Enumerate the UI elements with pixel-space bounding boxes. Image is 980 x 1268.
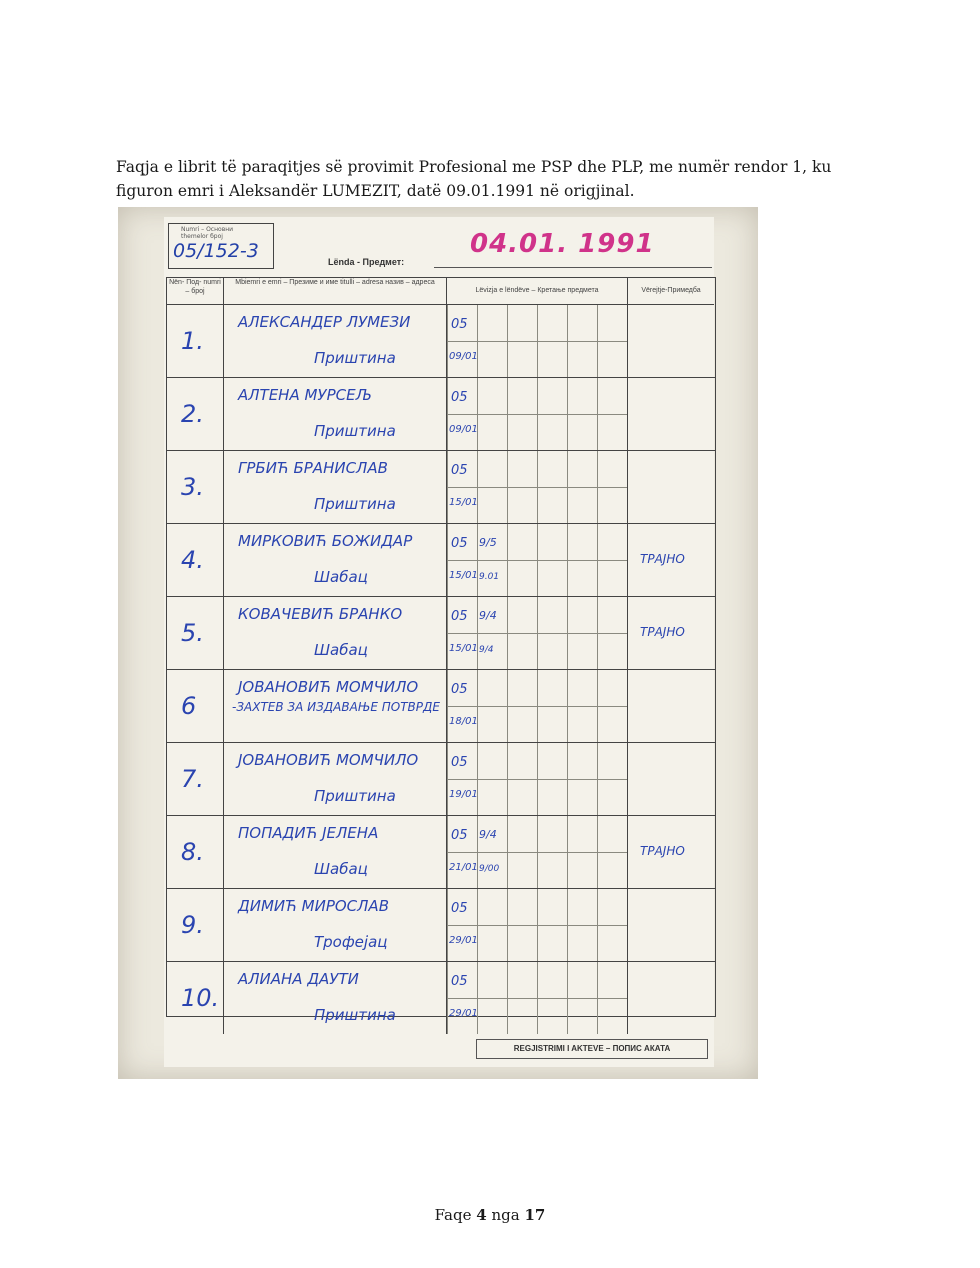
page-total: 17	[524, 1206, 546, 1224]
row-name: КОВАЧЕВИЋ БРАНКО	[238, 605, 403, 623]
row-place: Приштина	[314, 1006, 396, 1024]
handwritten-date: 04.01. 1991	[470, 229, 655, 259]
row-date: 29/01	[449, 1008, 478, 1019]
row-number: 3.	[181, 473, 204, 501]
table-row	[167, 816, 715, 889]
row-date-2: 9.01	[479, 572, 500, 582]
subject-label: Lënda - Предмет:	[328, 257, 405, 267]
row-place: Приштина	[314, 422, 396, 440]
row-date: 09/01	[449, 351, 478, 362]
row-date: 18/01	[449, 716, 478, 727]
row-name: ДИМИЋ МИРОСЛАВ	[238, 897, 389, 915]
table-row	[167, 305, 715, 378]
table-row	[167, 743, 715, 816]
row-date: 29/01	[449, 935, 478, 946]
row-name: АЛИАНА ДАУТИ	[238, 970, 359, 988]
row-number: 10.	[181, 984, 220, 1012]
header-remarks: Vërejtje-Примедба	[628, 278, 714, 305]
row-date: 09/01	[449, 424, 478, 435]
row-number: 6	[181, 692, 197, 720]
register-photo	[118, 207, 758, 1079]
table-row	[167, 670, 715, 743]
row-place: -ЗАХТЕВ ЗА ИЗДАВАЊЕ ПОТВРДЕ	[232, 700, 440, 714]
row-code: 05	[451, 828, 468, 843]
row-number: 5.	[181, 619, 204, 647]
table-row	[167, 451, 715, 524]
row-remark: ТРАЈНО	[640, 625, 685, 639]
row-number: 2.	[181, 400, 204, 428]
row-number: 1.	[181, 327, 204, 355]
row-code-2: 9/4	[479, 609, 497, 622]
row-place: Приштина	[314, 787, 396, 805]
header-name: Mbiemri e emri – Презиме и име titulli – adresa назив – адреса	[224, 278, 447, 305]
row-place: Приштина	[314, 495, 396, 513]
table-row	[167, 889, 715, 962]
row-place: Шабац	[314, 641, 368, 659]
row-code: 05	[451, 901, 468, 916]
row-date: 21/01	[449, 862, 478, 873]
row-name: АЛЕКСАНДЕР ЛУМЕЗИ	[238, 313, 411, 331]
row-date: 19/01	[449, 789, 478, 800]
row-code-2: 9/5	[479, 536, 497, 549]
base-number-handwritten: 05/152-3	[173, 240, 259, 262]
page-separator: nga	[491, 1206, 520, 1224]
row-place: Трофејац	[314, 933, 388, 951]
row-code-2: 9/4	[479, 828, 497, 841]
row-number: 7.	[181, 765, 204, 793]
register-footer-label: REGJISTRIMI I AKTEVE – ПОПИС АКАТА	[476, 1039, 708, 1059]
row-date: 15/01	[449, 497, 478, 508]
table-row	[167, 524, 715, 597]
row-date: 15/01	[449, 643, 478, 654]
row-name: ЈОВАНОВИЋ МОМЧИЛО	[238, 678, 419, 696]
caption-line-1: Faqja e librit të paraqitjes së provimit Profesional me PSP dhe PLP, me numër rendor 1, ku	[116, 158, 832, 176]
row-remark: ТРАЈНО	[640, 552, 685, 566]
page-prefix: Faqe	[434, 1206, 472, 1224]
caption-line-2: figuron emri i Aleksandër LUMEZIT, datë 09.01.1991 në origjinal.	[116, 182, 635, 200]
row-date-2: 9/00	[479, 864, 500, 874]
row-place: Шабац	[314, 860, 368, 878]
document-caption	[116, 155, 856, 203]
header-sub-number: Nën- Под- numri – број	[167, 278, 224, 305]
register-page	[164, 217, 714, 1067]
row-name: ГРБИЋ БРАНИСЛАВ	[238, 459, 388, 477]
row-name: ПОПАДИЋ ЈЕЛЕНА	[238, 824, 379, 842]
row-code: 05	[451, 755, 468, 770]
base-number-label: Numri – Основни themelor број	[181, 226, 234, 240]
subject-line	[434, 267, 712, 268]
row-place: Шабац	[314, 568, 368, 586]
base-number-box	[168, 223, 274, 269]
row-name: ЈОВАНОВИЋ МОМЧИЛО	[238, 751, 419, 769]
row-name: МИРКОВИЋ БОЖИДАР	[238, 532, 413, 550]
page-current: 4	[476, 1206, 487, 1224]
row-code: 05	[451, 682, 468, 697]
table-row	[167, 378, 715, 451]
row-date-2: 9/4	[479, 645, 494, 655]
row-place: Приштина	[314, 349, 396, 367]
row-number: 4.	[181, 546, 204, 574]
table-row	[167, 597, 715, 670]
row-code: 05	[451, 317, 468, 332]
page-number	[0, 1206, 980, 1224]
row-code: 05	[451, 463, 468, 478]
row-code: 05	[451, 536, 468, 551]
row-code: 05	[451, 974, 468, 989]
row-number: 9.	[181, 911, 204, 939]
header-movement: Lëvizja e lëndëve – Кретање предмета	[447, 278, 628, 305]
row-remark: ТРАЈНО	[640, 844, 685, 858]
row-name: АЛТЕНА МУРСЕЉ	[238, 386, 372, 404]
row-number: 8.	[181, 838, 204, 866]
row-code: 05	[451, 609, 468, 624]
register-table	[166, 277, 716, 1024]
table-row	[167, 962, 715, 1034]
row-date: 15/01	[449, 570, 478, 581]
row-code: 05	[451, 390, 468, 405]
